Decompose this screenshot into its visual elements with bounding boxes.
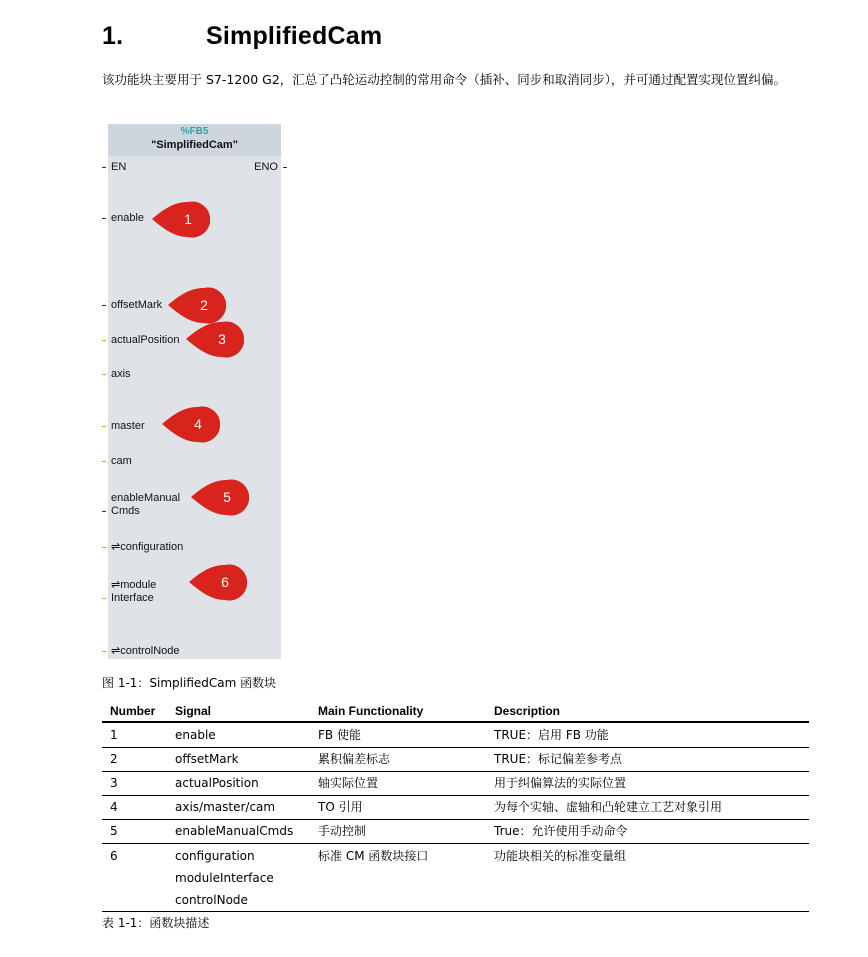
cell-function: 标准 CM 函数块接口 [318, 849, 429, 863]
cell-number: 3 [110, 776, 118, 790]
pin-tick [102, 461, 106, 462]
table-header-function: Main Functionality [318, 704, 424, 718]
pin-controlnode: ⇌controlNode [111, 645, 180, 657]
pin-eno: ENO [254, 161, 278, 173]
pin-tick [102, 547, 106, 548]
pin-offsetmark: offsetMark [111, 299, 163, 311]
table-header-number: Number [110, 704, 156, 718]
pin-master: master [111, 420, 145, 432]
svg-text:5: 5 [223, 489, 231, 505]
pin-tick [102, 218, 106, 219]
cell-description: 为每个实轴、虚轴和凸轮建立工艺对象引用 [494, 800, 723, 814]
pin-tick [102, 511, 106, 512]
fb-name-label: "SimplifiedCam" [151, 139, 238, 151]
figure-caption: 图 1-1：SimplifiedCam 函数块 [102, 676, 277, 690]
row-divider [102, 843, 809, 844]
cell-number: 1 [110, 728, 118, 742]
cell-number: 5 [110, 824, 118, 838]
callout-badge-4 [160, 406, 220, 444]
pin-tick [102, 598, 106, 599]
callout-badge-6 [187, 564, 247, 602]
cell-description: TRUE：标记偏差参考点 [494, 752, 623, 766]
callout-badge-2 [166, 287, 226, 325]
fb-header [108, 124, 281, 156]
cell-function: 手动控制 [318, 824, 367, 838]
svg-text:2: 2 [200, 297, 208, 313]
svg-text:3: 3 [218, 331, 226, 347]
cell-description: True：允许使用手动命令 [494, 824, 628, 838]
pin-tick [102, 305, 106, 306]
pin-tick [102, 426, 106, 427]
svg-text:4: 4 [194, 416, 202, 432]
pin-interface: Interface [111, 592, 154, 604]
table-caption: 表 1-1：函数块描述 [102, 916, 210, 930]
callout-badge-1 [150, 201, 210, 239]
svg-text:1: 1 [184, 211, 192, 227]
pin-enable: enable [111, 212, 145, 224]
cell-signal: axis/master/cam [175, 800, 276, 814]
table-header-signal: Signal [175, 704, 212, 718]
intro-paragraph: 该功能块主要用于 S7-1200 G2，汇总了凸轮运动控制的常用命令（插补、同步和取消同步），并可通过配置实现位置纠偏。 [102, 72, 787, 87]
svg-text:6: 6 [221, 574, 229, 590]
cell-description: 功能块相关的标准变量组 [494, 849, 627, 863]
cell-description: 用于纠偏算法的实际位置 [494, 776, 627, 790]
callout-badge-5 [189, 479, 249, 517]
cell-function: 轴实际位置 [318, 776, 379, 790]
cell-signal: enable [175, 728, 216, 742]
pin-tick [283, 167, 287, 168]
pin-tick [102, 651, 106, 652]
cell-function: TO 引用 [318, 800, 363, 814]
table-header-description: Description [494, 704, 561, 718]
cell-number: 6 [110, 849, 118, 863]
pin-axis: axis [111, 368, 131, 380]
section-title: SimplifiedCam [206, 22, 383, 50]
pin-tick [102, 340, 106, 341]
cell-function: FB 使能 [318, 728, 361, 742]
cell-signal: offsetMark [175, 752, 239, 766]
cell-signal: configuration [175, 849, 255, 863]
cell-description: TRUE：启用 FB 功能 [494, 728, 609, 742]
pin-tick [102, 374, 106, 375]
pin-tick [102, 167, 106, 168]
cell-signal: moduleInterface [175, 871, 274, 885]
pin-enablemanual: enableManual [111, 492, 181, 504]
cell-signal: controlNode [175, 893, 248, 907]
section-number: 1. [102, 22, 124, 50]
fb-instance-label: %FB5 [180, 126, 209, 137]
pin-actualposition: actualPosition [111, 334, 180, 346]
cell-function: 累积偏差标志 [318, 752, 391, 766]
callout-badge-3 [184, 321, 244, 359]
table-header-rule [102, 721, 809, 723]
pin-configuration: ⇌configuration [111, 541, 184, 553]
pin-module: ⇌module [111, 579, 157, 591]
pin-en: EN [111, 161, 127, 173]
table-bottom-rule [102, 911, 809, 912]
pin-cam: cam [111, 455, 132, 467]
cell-signal: enableManualCmds [175, 824, 294, 838]
cell-number: 2 [110, 752, 118, 766]
cell-signal: actualPosition [175, 776, 259, 790]
cell-number: 4 [110, 800, 118, 814]
pin-cmds: Cmds [111, 505, 140, 517]
